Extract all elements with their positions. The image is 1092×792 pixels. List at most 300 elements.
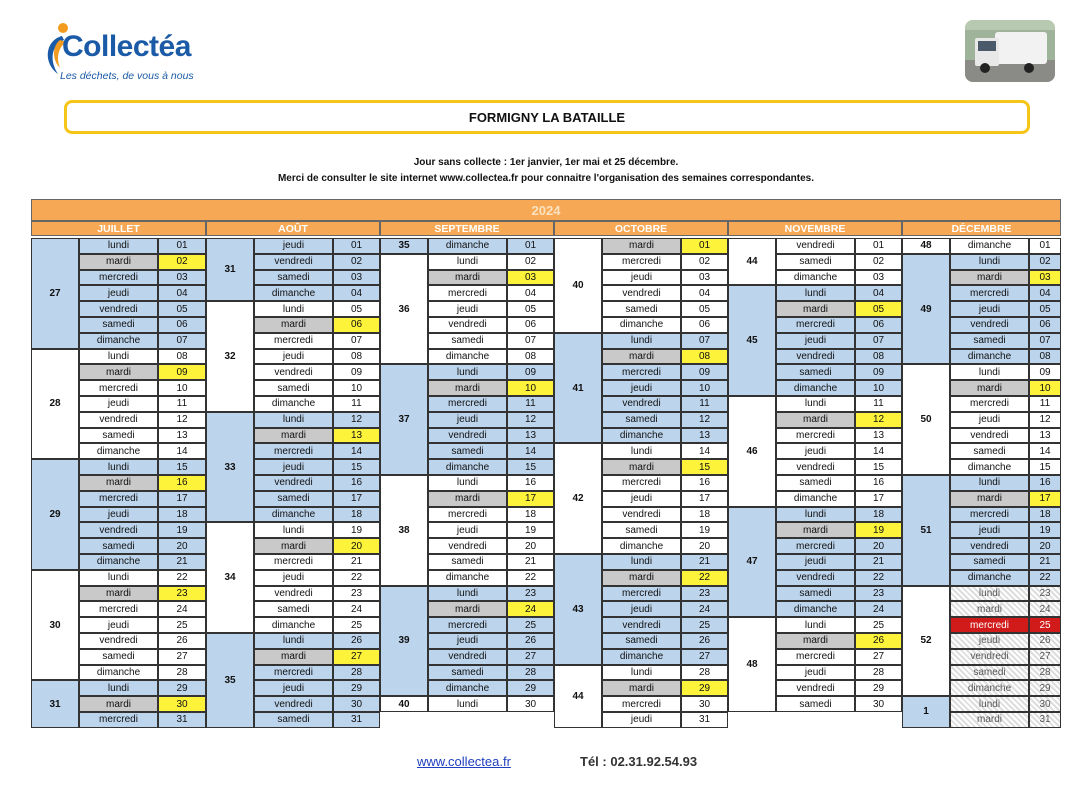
- day-name: jeudi: [254, 349, 333, 365]
- day-name: jeudi: [776, 443, 855, 459]
- day-name: jeudi: [602, 601, 681, 617]
- collection-day-number: 13: [333, 428, 380, 444]
- month-septembre: [380, 221, 554, 730]
- day-name: samedi: [776, 475, 855, 491]
- day-name: mercredi: [776, 649, 855, 665]
- collectea-logo: [40, 18, 220, 88]
- day-name: mercredi: [428, 396, 507, 412]
- day-number: 18: [681, 507, 728, 523]
- day-number: 29: [333, 680, 380, 696]
- day-number: 30: [855, 696, 902, 712]
- day-number: 06: [681, 317, 728, 333]
- day-name: jeudi: [254, 570, 333, 586]
- day-name: vendredi: [602, 285, 681, 301]
- collection-day-number: 08: [681, 349, 728, 365]
- day-name: lundi: [776, 285, 855, 301]
- week-number: 40: [380, 696, 428, 712]
- week-number: 34: [206, 522, 254, 633]
- day-name: mercredi: [79, 491, 158, 507]
- day-name: mercredi: [776, 317, 855, 333]
- collection-day-number: 24: [507, 601, 554, 617]
- calendar-year: 2024: [31, 199, 1061, 221]
- day-number: 29: [1029, 680, 1061, 696]
- day-number: 09: [855, 364, 902, 380]
- day-name: lundi: [602, 554, 681, 570]
- day-name: dimanche: [602, 538, 681, 554]
- day-number: 22: [333, 570, 380, 586]
- day-name: mardi: [602, 459, 681, 475]
- day-name: samedi: [950, 443, 1029, 459]
- day-name: mardi: [602, 349, 681, 365]
- day-name: dimanche: [950, 570, 1029, 586]
- day-name: dimanche: [254, 507, 333, 523]
- week-number: 49: [902, 254, 950, 365]
- day-number: 19: [1029, 522, 1061, 538]
- day-name: jeudi: [602, 712, 681, 728]
- day-name: mardi: [428, 491, 507, 507]
- day-number: 01: [855, 238, 902, 254]
- collection-day-number: 19: [855, 522, 902, 538]
- week-number: 46: [728, 396, 776, 507]
- week-number: 45: [728, 285, 776, 396]
- day-number: 18: [855, 507, 902, 523]
- day-name: jeudi: [428, 412, 507, 428]
- week-number: 35: [380, 238, 428, 254]
- week-number: 41: [554, 333, 602, 444]
- day-name: jeudi: [950, 522, 1029, 538]
- day-name: jeudi: [776, 665, 855, 681]
- day-number: 07: [1029, 333, 1061, 349]
- month-header: AOÛT: [206, 221, 380, 236]
- day-number: 05: [333, 301, 380, 317]
- day-name: mardi: [950, 380, 1029, 396]
- day-number: 05: [158, 301, 206, 317]
- day-number: 16: [507, 475, 554, 491]
- day-number: 01: [1029, 238, 1061, 254]
- week-number: 33: [206, 412, 254, 523]
- day-name: vendredi: [776, 349, 855, 365]
- week-number: 51: [902, 475, 950, 586]
- brand-tagline: Les déchets, de vous à nous: [60, 70, 194, 82]
- day-name: jeudi: [602, 380, 681, 396]
- day-number: 29: [507, 680, 554, 696]
- day-name: jeudi: [79, 396, 158, 412]
- day-number: 23: [1029, 586, 1061, 602]
- week-number: 31: [31, 680, 79, 727]
- day-number: 30: [681, 696, 728, 712]
- day-name: dimanche: [79, 554, 158, 570]
- day-number: 20: [855, 538, 902, 554]
- day-number: 16: [855, 475, 902, 491]
- day-name: samedi: [79, 317, 158, 333]
- week-number: 29: [31, 459, 79, 570]
- week-number: 48: [902, 238, 950, 254]
- day-number: 28: [855, 665, 902, 681]
- day-name: jeudi: [428, 633, 507, 649]
- day-number: 25: [158, 617, 206, 633]
- day-name: lundi: [254, 522, 333, 538]
- day-number: 27: [1029, 649, 1061, 665]
- day-number: 28: [158, 665, 206, 681]
- day-number: 02: [1029, 254, 1061, 270]
- collection-day-number: 29: [681, 680, 728, 696]
- day-number: 25: [855, 617, 902, 633]
- day-number: 28: [681, 665, 728, 681]
- day-number: 21: [855, 554, 902, 570]
- week-number: 32: [206, 301, 254, 412]
- day-name: samedi: [254, 712, 333, 728]
- day-number: 05: [507, 301, 554, 317]
- day-number: 28: [1029, 665, 1061, 681]
- day-number: 04: [158, 285, 206, 301]
- day-name: mardi: [950, 491, 1029, 507]
- day-number: 23: [507, 586, 554, 602]
- day-name: lundi: [602, 333, 681, 349]
- day-number: 25: [681, 617, 728, 633]
- month-octobre: [554, 221, 728, 730]
- day-number: 14: [507, 443, 554, 459]
- day-name: jeudi: [254, 680, 333, 696]
- day-number: 11: [507, 396, 554, 412]
- day-number: 10: [855, 380, 902, 396]
- website-link[interactable]: www.collectea.fr: [417, 754, 511, 769]
- day-number: 01: [333, 238, 380, 254]
- month-header: DÉCEMBRE: [902, 221, 1061, 236]
- day-name: jeudi: [950, 301, 1029, 317]
- day-name: mercredi: [602, 586, 681, 602]
- day-number: 12: [1029, 412, 1061, 428]
- day-name: samedi: [950, 333, 1029, 349]
- day-number: 08: [507, 349, 554, 365]
- day-number: 02: [507, 254, 554, 270]
- day-number: 31: [158, 712, 206, 728]
- town-title: FORMIGNY LA BATAILLE: [64, 100, 1030, 134]
- month-décembre: [902, 221, 1061, 730]
- day-name: lundi: [254, 301, 333, 317]
- notice-line-1: Jour sans collecte : 1er janvier, 1er mai et 25 décembre.: [413, 157, 679, 168]
- day-name: mercredi: [776, 538, 855, 554]
- day-name: samedi: [79, 649, 158, 665]
- day-name: mercredi: [254, 443, 333, 459]
- day-name: dimanche: [776, 270, 855, 286]
- day-name: vendredi: [950, 428, 1029, 444]
- day-name: samedi: [776, 586, 855, 602]
- day-number: 26: [681, 633, 728, 649]
- day-number: 25: [333, 617, 380, 633]
- day-name: dimanche: [428, 349, 507, 365]
- day-name: dimanche: [428, 459, 507, 475]
- day-name: dimanche: [254, 285, 333, 301]
- day-name: mercredi: [950, 285, 1029, 301]
- week-number: 52: [902, 586, 950, 697]
- day-name: vendredi: [428, 428, 507, 444]
- day-name: dimanche: [79, 665, 158, 681]
- day-number: 14: [681, 443, 728, 459]
- day-name: dimanche: [602, 428, 681, 444]
- week-number: 47: [728, 507, 776, 618]
- day-number: 24: [681, 601, 728, 617]
- day-number: 12: [158, 412, 206, 428]
- day-name: mercredi: [950, 617, 1029, 633]
- day-name: mercredi: [254, 333, 333, 349]
- day-name: mardi: [776, 633, 855, 649]
- day-number: 21: [1029, 554, 1061, 570]
- day-number: 21: [333, 554, 380, 570]
- day-number: 19: [158, 522, 206, 538]
- day-number: 23: [855, 586, 902, 602]
- collection-day-number: 15: [681, 459, 728, 475]
- day-name: mardi: [254, 538, 333, 554]
- collection-day-number: 09: [158, 364, 206, 380]
- day-name: jeudi: [950, 633, 1029, 649]
- day-name: vendredi: [254, 254, 333, 270]
- day-number: 07: [158, 333, 206, 349]
- collection-day-number: 12: [855, 412, 902, 428]
- day-name: vendredi: [254, 696, 333, 712]
- day-number: 07: [333, 333, 380, 349]
- collection-day-number: 17: [507, 491, 554, 507]
- day-number: 22: [158, 570, 206, 586]
- day-name: samedi: [79, 428, 158, 444]
- day-name: dimanche: [776, 601, 855, 617]
- day-number: 14: [333, 443, 380, 459]
- day-name: lundi: [950, 364, 1029, 380]
- day-name: jeudi: [950, 412, 1029, 428]
- week-number: 31: [206, 238, 254, 301]
- collection-day-number: 31: [1029, 712, 1061, 728]
- day-number: 24: [333, 601, 380, 617]
- day-name: lundi: [602, 665, 681, 681]
- day-name: dimanche: [428, 680, 507, 696]
- day-name: lundi: [776, 507, 855, 523]
- day-name: samedi: [602, 522, 681, 538]
- day-name: mercredi: [428, 617, 507, 633]
- day-name: vendredi: [254, 586, 333, 602]
- day-number: 01: [158, 238, 206, 254]
- day-number: 26: [158, 633, 206, 649]
- day-number: 22: [855, 570, 902, 586]
- month-juillet: [31, 221, 206, 730]
- day-number: 22: [1029, 570, 1061, 586]
- day-number: 08: [855, 349, 902, 365]
- day-name: dimanche: [602, 317, 681, 333]
- day-number: 05: [681, 301, 728, 317]
- day-number: 19: [507, 522, 554, 538]
- day-name: mardi: [254, 428, 333, 444]
- day-number: 31: [333, 712, 380, 728]
- day-number: 10: [681, 380, 728, 396]
- day-name: jeudi: [428, 522, 507, 538]
- day-number: 04: [507, 285, 554, 301]
- day-name: vendredi: [79, 522, 158, 538]
- week-number: 1: [902, 696, 950, 728]
- day-name: dimanche: [950, 459, 1029, 475]
- collection-day-number: 16: [158, 475, 206, 491]
- day-name: samedi: [776, 254, 855, 270]
- day-name: vendredi: [776, 238, 855, 254]
- day-number: 07: [681, 333, 728, 349]
- day-number: 30: [507, 696, 554, 712]
- day-name: dimanche: [254, 617, 333, 633]
- day-number: 08: [158, 349, 206, 365]
- day-name: mardi: [79, 254, 158, 270]
- week-number: 40: [554, 238, 602, 333]
- day-name: samedi: [602, 412, 681, 428]
- day-name: jeudi: [254, 459, 333, 475]
- day-number: 11: [158, 396, 206, 412]
- day-number: 09: [681, 364, 728, 380]
- day-name: samedi: [950, 665, 1029, 681]
- day-number: 03: [158, 270, 206, 286]
- week-number: 42: [554, 443, 602, 554]
- day-number: 25: [1029, 617, 1061, 633]
- collection-day-number: 23: [158, 586, 206, 602]
- day-number: 14: [158, 443, 206, 459]
- day-name: jeudi: [602, 270, 681, 286]
- day-number: 17: [855, 491, 902, 507]
- day-name: mardi: [254, 649, 333, 665]
- day-name: dimanche: [950, 680, 1029, 696]
- collection-day-number: 02: [158, 254, 206, 270]
- month-header: NOVEMBRE: [728, 221, 902, 236]
- day-name: lundi: [79, 680, 158, 696]
- day-name: mercredi: [602, 696, 681, 712]
- day-number: 20: [681, 538, 728, 554]
- day-name: mardi: [776, 412, 855, 428]
- day-name: jeudi: [79, 285, 158, 301]
- day-name: mercredi: [776, 428, 855, 444]
- week-number: 28: [31, 349, 79, 460]
- day-name: mardi: [254, 317, 333, 333]
- day-number: 26: [333, 633, 380, 649]
- day-name: mardi: [428, 270, 507, 286]
- day-number: 19: [681, 522, 728, 538]
- day-number: 11: [681, 396, 728, 412]
- week-number: 30: [31, 570, 79, 681]
- day-name: jeudi: [428, 301, 507, 317]
- day-number: 06: [1029, 317, 1061, 333]
- collection-day-number: 30: [158, 696, 206, 712]
- day-number: 03: [855, 270, 902, 286]
- day-number: 30: [333, 696, 380, 712]
- collection-day-number: 10: [1029, 380, 1061, 396]
- truck-photo: [965, 20, 1055, 82]
- day-name: vendredi: [950, 317, 1029, 333]
- day-number: 10: [333, 380, 380, 396]
- day-number: 16: [333, 475, 380, 491]
- day-name: dimanche: [776, 380, 855, 396]
- day-number: 02: [681, 254, 728, 270]
- day-name: mercredi: [79, 270, 158, 286]
- day-name: vendredi: [79, 301, 158, 317]
- day-number: 18: [1029, 507, 1061, 523]
- collection-day-number: 26: [855, 633, 902, 649]
- day-number: 23: [333, 586, 380, 602]
- day-number: 16: [1029, 475, 1061, 491]
- day-name: vendredi: [79, 412, 158, 428]
- day-number: 18: [333, 507, 380, 523]
- day-number: 18: [507, 507, 554, 523]
- day-name: samedi: [79, 538, 158, 554]
- day-name: lundi: [79, 459, 158, 475]
- week-number: 38: [380, 475, 428, 586]
- week-number: 39: [380, 586, 428, 697]
- day-name: dimanche: [602, 649, 681, 665]
- day-number: 05: [1029, 301, 1061, 317]
- day-name: mardi: [776, 301, 855, 317]
- collection-day-number: 03: [1029, 270, 1061, 286]
- day-name: jeudi: [602, 491, 681, 507]
- day-number: 27: [158, 649, 206, 665]
- day-number: 03: [333, 270, 380, 286]
- day-name: lundi: [79, 570, 158, 586]
- day-name: samedi: [428, 665, 507, 681]
- day-number: 17: [681, 491, 728, 507]
- collection-day-number: 10: [507, 380, 554, 396]
- day-name: lundi: [428, 586, 507, 602]
- month-header: SEPTEMBRE: [380, 221, 554, 236]
- day-name: samedi: [254, 380, 333, 396]
- day-name: mardi: [79, 475, 158, 491]
- day-number: 14: [1029, 443, 1061, 459]
- week-number: 43: [554, 554, 602, 665]
- day-name: dimanche: [428, 238, 507, 254]
- day-name: mardi: [776, 522, 855, 538]
- day-name: lundi: [950, 586, 1029, 602]
- week-number: 35: [206, 633, 254, 728]
- day-number: 29: [855, 680, 902, 696]
- day-number: 08: [333, 349, 380, 365]
- day-name: vendredi: [79, 633, 158, 649]
- collection-day-number: 27: [333, 649, 380, 665]
- day-name: mardi: [79, 364, 158, 380]
- week-number: 27: [31, 238, 79, 349]
- day-name: mercredi: [79, 712, 158, 728]
- day-name: mercredi: [602, 254, 681, 270]
- day-name: dimanche: [254, 396, 333, 412]
- week-number: 44: [554, 665, 602, 728]
- month-août: [206, 221, 380, 730]
- day-name: mercredi: [602, 475, 681, 491]
- day-name: dimanche: [79, 443, 158, 459]
- day-number: 17: [333, 491, 380, 507]
- week-number: 36: [380, 254, 428, 365]
- day-name: samedi: [950, 554, 1029, 570]
- day-number: 28: [507, 665, 554, 681]
- day-number: 15: [507, 459, 554, 475]
- day-name: vendredi: [254, 475, 333, 491]
- day-name: lundi: [950, 696, 1029, 712]
- day-number: 27: [855, 649, 902, 665]
- day-name: mercredi: [254, 665, 333, 681]
- day-number: 08: [1029, 349, 1061, 365]
- day-number: 15: [855, 459, 902, 475]
- collection-day-number: 24: [1029, 601, 1061, 617]
- day-name: vendredi: [602, 507, 681, 523]
- day-name: lundi: [950, 475, 1029, 491]
- month-header: JUILLET: [31, 221, 206, 236]
- day-number: 13: [158, 428, 206, 444]
- day-number: 22: [507, 570, 554, 586]
- day-number: 13: [507, 428, 554, 444]
- day-name: samedi: [776, 696, 855, 712]
- day-name: vendredi: [428, 649, 507, 665]
- day-number: 06: [507, 317, 554, 333]
- day-name: vendredi: [776, 680, 855, 696]
- collection-day-number: 05: [855, 301, 902, 317]
- week-number: 50: [902, 364, 950, 475]
- day-name: lundi: [254, 412, 333, 428]
